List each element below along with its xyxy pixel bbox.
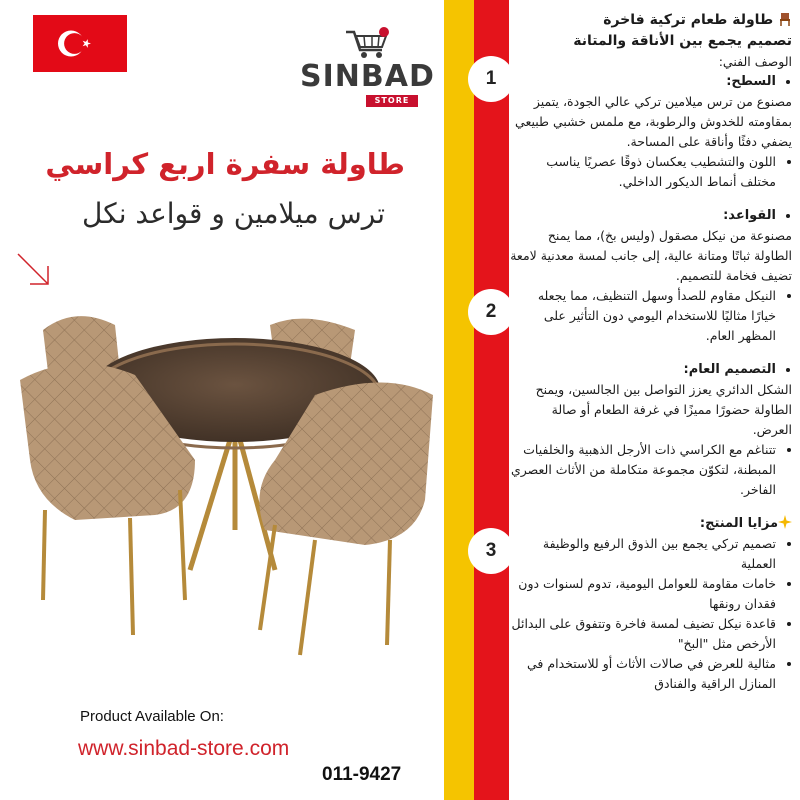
feature-item: • مثالية للعرض في صالات الأثاث أو للاستخدام في المنازل الراقية والفنادق bbox=[510, 654, 776, 694]
heading-text-1: طاولة طعام تركية فاخرة bbox=[603, 12, 774, 28]
tech-desc-label: الوصف الفني: bbox=[718, 54, 792, 69]
available-label: Product Available On: bbox=[80, 708, 224, 725]
arrow-down-right-icon bbox=[14, 250, 54, 290]
legs-title: • القواعد: bbox=[510, 206, 776, 226]
features-title: مزايا المنتج: bbox=[699, 516, 778, 531]
shopping-cart-icon bbox=[342, 26, 392, 60]
surface-title: • السطح: bbox=[510, 72, 776, 92]
product-title: طاولة سفرة اربع كراسي bbox=[45, 147, 405, 181]
step-number-1: 1 bbox=[468, 56, 514, 102]
legs-text: مصنوعة من نيكل مصقول (وليس بخ)، مما يمنح الطاولة ثباتًا ومتانة عالية، إلى جانب لمسة معدنية لامعة تضيف فخامة للتصميم. bbox=[510, 228, 792, 283]
product-subtitle: ترس ميلامين و قواعد نكل bbox=[82, 197, 385, 230]
chair-icon bbox=[778, 12, 792, 26]
feature-item: • خامات مقاومة للعوامل اليومية، تدوم لسنوات دون فقدان رونقها bbox=[510, 574, 776, 614]
sparkles-icon bbox=[778, 515, 792, 529]
logo-store-badge: STORE bbox=[366, 95, 418, 107]
surface-bullet: • اللون والتشطيب يعكسان ذوقًا عصريًا يناسب مختلف أنماط الديكور الداخلي. bbox=[510, 152, 776, 192]
step-number-2: 2 bbox=[468, 289, 514, 335]
sinbad-store-logo bbox=[300, 26, 435, 106]
website-link[interactable]: www.sinbad-store.com bbox=[78, 737, 290, 760]
heading-line-2: تصميم يجمع بين الأناقة والمتانة bbox=[573, 33, 792, 49]
red-stripe bbox=[474, 0, 509, 800]
features-title-line bbox=[510, 514, 792, 534]
legs-bullet: • النيكل مقاوم للصدأ وسهل التنظيف، مما يجعله خيارًا مثاليًا للاستخدام اليومي دون التأثير على المظهر العام. bbox=[510, 286, 776, 346]
surface-text: مصنوع من ترس ميلامين تركي عالي الجودة، يتميز بمقاومته للخدوش والرطوبة، مع ملمس خشبي طبيعي يضفي دفئًا وأناقة على المساحة. bbox=[515, 94, 792, 149]
phone-number[interactable]: 011-9427 bbox=[322, 764, 402, 785]
design-bullet: • تتناغم مع الكراسي ذات الأرجل الذهبية والخلفيات المبطنة، لتكوّن مجموعة متكاملة من الأثاث العصري الفاخر. bbox=[510, 440, 776, 500]
turkey-flag-icon bbox=[33, 15, 127, 72]
feature-item: • تصميم تركي يجمع بين الذوق الرفيع والوظيفة العملية bbox=[510, 534, 776, 574]
dining-set-image bbox=[15, 300, 445, 670]
heading-line-1 bbox=[510, 10, 792, 31]
step-number-3: 3 bbox=[468, 528, 514, 574]
logo-brand-text: SINBAD bbox=[300, 59, 435, 94]
design-title: • التصميم العام: bbox=[510, 360, 776, 380]
yellow-stripe bbox=[444, 0, 474, 800]
design-text: الشكل الدائري يعزز التواصل بين الجالسين، ويمنح الطاولة حضورًا مميزًا في غرفة الطعام أو صالة العرض. bbox=[535, 382, 792, 437]
description-column bbox=[510, 10, 792, 694]
feature-item: • قاعدة نيكل تضيف لمسة فاخرة وتتفوق على البدائل الأرخص مثل "البخ" bbox=[510, 614, 776, 654]
